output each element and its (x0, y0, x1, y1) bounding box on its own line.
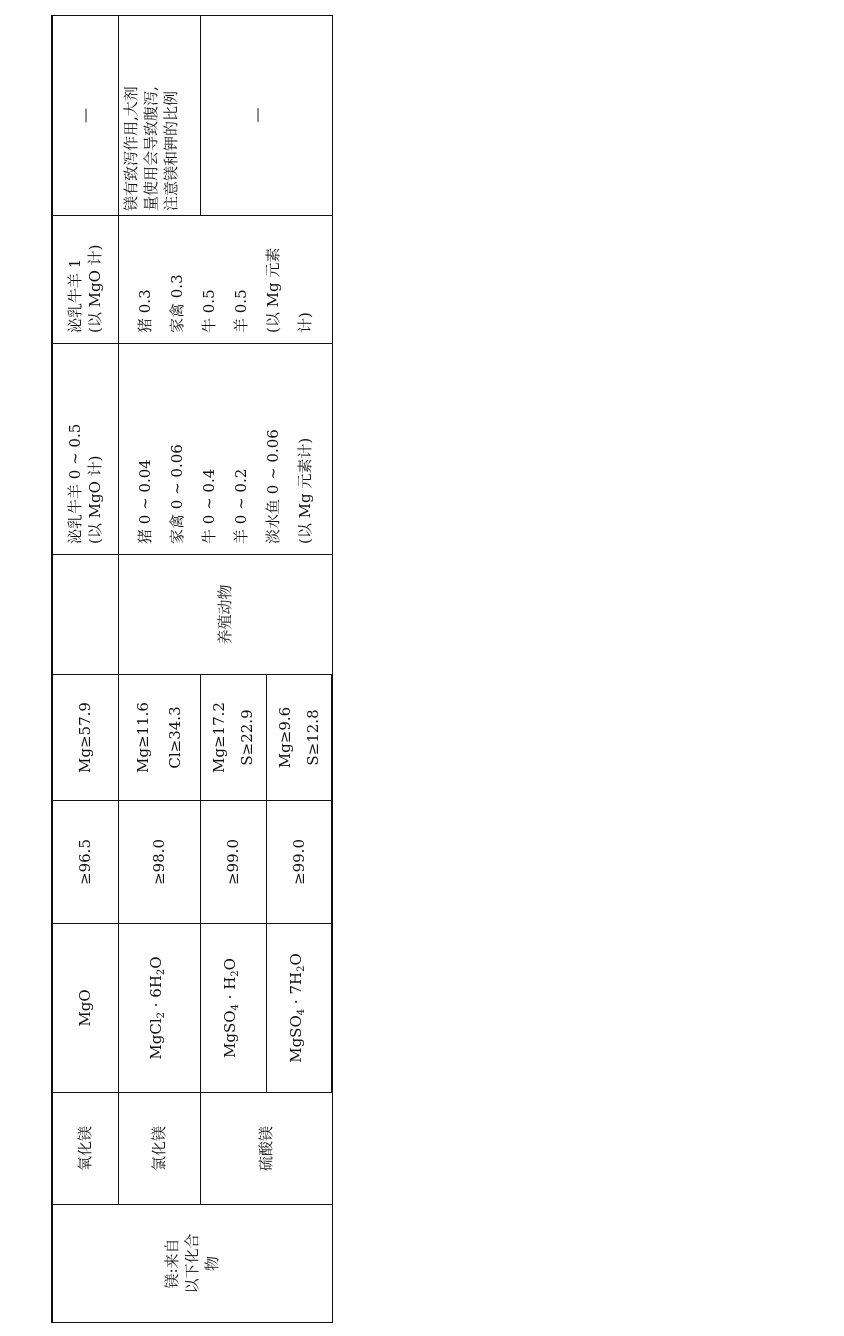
dosage-line: 牛 0 ~ 0.4 (200, 468, 218, 544)
rotated-table-wrapper (51, 16, 333, 1323)
table-row (118, 16, 200, 1323)
formula: MgO (76, 989, 95, 1027)
max-dosage-line: 羊 0.5 (232, 289, 250, 333)
note-dash: — (247, 107, 266, 123)
note-cell (52, 16, 118, 216)
compound-name: 氧化镁 (76, 1126, 95, 1172)
dosage-line: (以 MgO 计) (86, 455, 105, 544)
purity-cell (200, 801, 266, 924)
dosage-line: 猪 0 ~ 0.04 (136, 459, 154, 544)
formula-cell (52, 924, 118, 1093)
note-dash: — (76, 108, 95, 123)
note-box-2 (201, 15, 313, 215)
content-value: Cl≥34.3 (166, 706, 184, 769)
content-cell (266, 675, 332, 801)
compound-cell (52, 1093, 118, 1205)
max-dosage-cell (52, 216, 118, 344)
source-label-line: 物 (203, 1256, 222, 1272)
purity-cell (118, 801, 200, 924)
note-line: 量使用会导致腹泻, (141, 86, 160, 211)
formula-cell (266, 924, 332, 1093)
purity-value: ≥98.0 (150, 839, 168, 885)
content-cell (52, 675, 118, 801)
formula: MgSO$_4$ · $7H_2O$ (286, 953, 307, 1063)
note-line: 注意镁和钾的比例 (161, 90, 180, 211)
dosage-line: 泌乳牛羊 0 ~ 0.5 (66, 423, 85, 544)
dosage-line: 羊 0 ~ 0.2 (232, 468, 250, 544)
content-value: Mg≥9.6 (275, 706, 294, 769)
note-cell (118, 16, 332, 216)
dosage-line: (以 Mg 元素计) (296, 437, 314, 544)
max-dosage-line: 牛 0.5 (200, 289, 218, 333)
max-dosage-line: (以 Mg 元素 (264, 247, 282, 333)
purity-cell (266, 801, 332, 924)
max-dosage-line: 猪 0.3 (136, 289, 154, 333)
note-line: 镁有致泻作用,大剂 (121, 86, 140, 211)
magnesium-additive-table (51, 15, 333, 1323)
content-value: Mg≥17.2 (210, 702, 228, 773)
content-value: Mg≥57.9 (76, 702, 95, 773)
content-value: Mg≥11.6 (134, 702, 152, 773)
compound-name: 氯化镁 (150, 1126, 168, 1172)
content-cell (118, 675, 200, 801)
purity-value: ≥99.0 (289, 839, 308, 885)
dosage-line: 淡水鱼 0 ~ 0.06 (264, 429, 282, 544)
purity-value: ≥96.5 (76, 839, 95, 885)
max-dosage-line: 家禽 0.3 (168, 274, 186, 333)
purity-cell (52, 801, 118, 924)
animals-cell (52, 555, 118, 675)
max-dosage-line: (以 MgO 计) (86, 244, 105, 333)
compound-cell (118, 1093, 200, 1205)
dosage-cell (118, 344, 332, 555)
compound-cell (200, 1093, 332, 1205)
note-box (119, 15, 201, 215)
formula: MgSO$_4$ · $H_2O$ (221, 958, 241, 1058)
content-value: S≥12.8 (303, 709, 322, 766)
max-dosage-line: 泌乳牛羊 1 (66, 258, 85, 333)
max-dosage-line: 计) (296, 312, 314, 333)
purity-value: ≥99.0 (224, 839, 242, 885)
formula-cell (118, 924, 200, 1093)
formula: MgCl$_2$ · $6H_2O$ (147, 956, 167, 1060)
animals-label: 养殖动物 (216, 584, 234, 645)
dosage-cell (52, 344, 118, 555)
source-cell (52, 1205, 332, 1323)
max-dosage-cell (118, 216, 332, 344)
animals-cell (118, 555, 332, 675)
formula-cell (200, 924, 266, 1093)
note-wrapper (119, 16, 313, 215)
content-value: S≥22.9 (238, 709, 256, 766)
dosage-line: 家禽 0 ~ 0.06 (168, 444, 186, 544)
source-label-line: 镁:来自 (163, 1238, 182, 1289)
compound-name: 硫酸镁 (257, 1126, 275, 1172)
source-label-line: 以下化合 (183, 1233, 202, 1294)
content-cell (200, 675, 266, 801)
table-row (52, 16, 118, 1323)
